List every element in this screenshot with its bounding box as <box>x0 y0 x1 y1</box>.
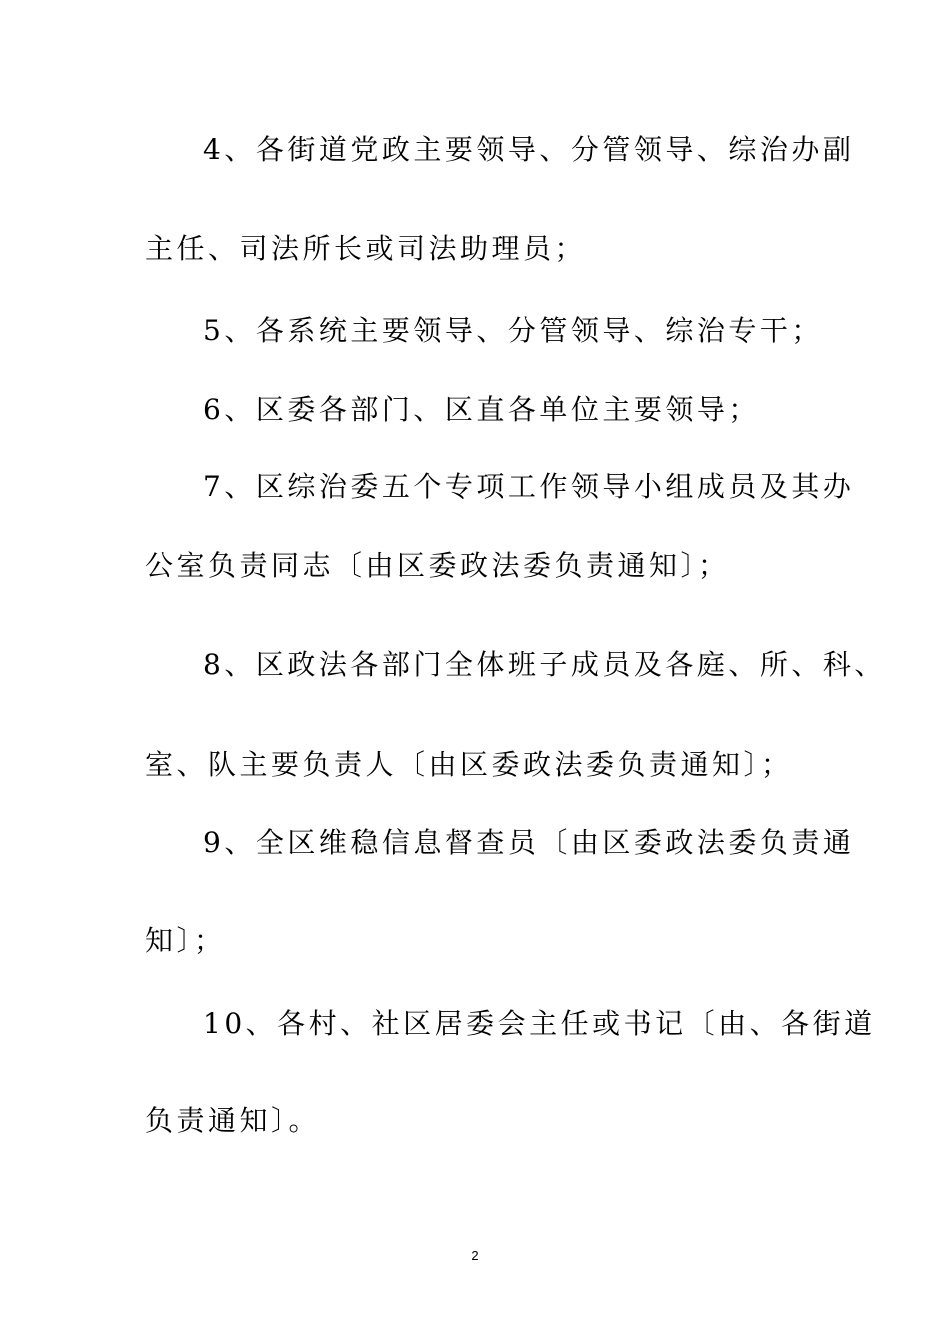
list-item-7-line-1: 7、区综治委五个专项工作领导小组成员及其办 <box>203 470 855 503</box>
list-item-10-line-1: 10、各村、社区居委会主任或书记〔由、各街道 <box>203 1007 876 1040</box>
list-item-4-line-2: 主任、司法所长或司法助理员； <box>145 232 587 265</box>
list-item-9-line-1: 9、全区维稳信息督查员〔由区委政法委负责通 <box>203 826 855 859</box>
list-item-8-line-2: 室、队主要负责人〔由区委政法委负责通知〕； <box>145 748 793 781</box>
list-item-5: 5、各系统主要领导、分管领导、综治专干； <box>203 314 823 347</box>
list-item-4-line-1: 4、各街道党政主要领导、分管领导、综治办副 <box>203 133 855 166</box>
list-item-8-line-1: 8、区政法各部门全体班子成员及各庭、所、科、 <box>203 648 886 681</box>
page-number: 2 <box>471 1248 479 1263</box>
list-item-9-line-2: 知〕； <box>145 924 226 957</box>
list-item-10-line-2: 负责通知〕。 <box>145 1104 321 1137</box>
list-item-6: 6、区委各部门、区直各单位主要领导； <box>203 393 760 426</box>
list-item-7-line-2: 公室负责同志〔由区委政法委负责通知〕； <box>145 549 730 582</box>
